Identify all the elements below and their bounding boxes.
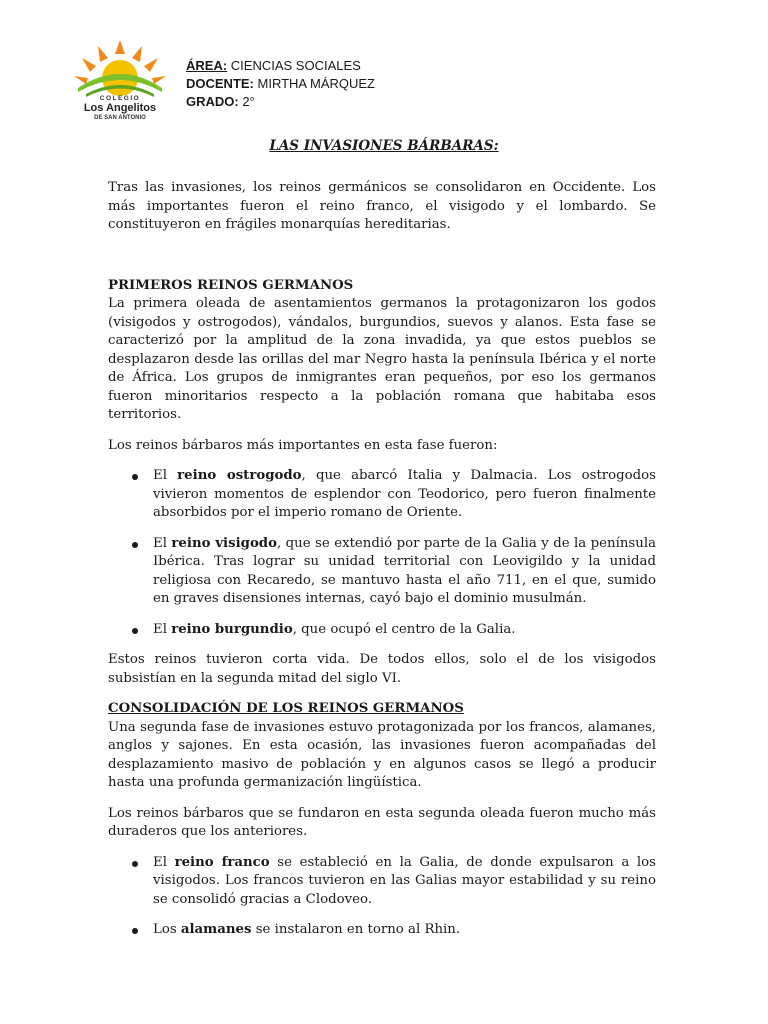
list-item: El reino burgundio, que ocupó el centro de la Galia. [108, 621, 656, 640]
section2-paragraph-1: Una segunda fase de invasiones estuvo protagonizada por los francos, alamanes, anglos y sajones. En esta ocasión, las invasiones fueron acompañadas del desplazamiento masivo de población y en algunos casos se llegó a producir hasta una profunda germanización lingüística. [108, 719, 656, 790]
logo-line3: DE SAN ANTONIO [94, 115, 146, 121]
school-logo [68, 38, 172, 122]
bullet-icon [132, 628, 138, 634]
list-item: El reino visigodo, que se extendió por parte de la Galia y de la península Ibérica. Tras lograr su unidad territorial con Leovigildo y la unidad religiosa con Recaredo, se mantuvo hasta el año 711, en el que, sumido en graves disensiones internas, cayó bajo el dominio musulmán. [108, 535, 656, 609]
logo-line2: Los Angelitos [83, 102, 157, 114]
area-row [186, 57, 375, 75]
area-label: ÁREA: [186, 58, 228, 73]
bullet-icon [132, 542, 138, 548]
docente-row [186, 75, 375, 93]
grado-label: GRADO: [186, 94, 239, 109]
logo-line1: COLEGIO [99, 95, 141, 102]
section2-list [108, 854, 656, 940]
area-value: CIENCIAS SOCIALES [227, 58, 361, 73]
list-item: El reino ostrogodo, que abarcó Italia y Dalmacia. Los ostrogodos vivieron momentos de esplendor con Teodorico, pero fueron finalmente absorbidos por el imperio romano de Oriente. [108, 467, 656, 523]
section1-paragraph-2: Los reinos bárbaros más importantes en esta fase fueron: [108, 437, 498, 453]
bullet-icon [132, 474, 138, 480]
header-info [186, 57, 375, 111]
docente-value: MIRTHA MÁRQUEZ [253, 76, 375, 91]
section2-heading: CONSOLIDACIÓN DE LOS REINOS GERMANOS [108, 701, 464, 716]
document-body [108, 179, 656, 952]
document-title: LAS INVASIONES BÁRBARAS: [269, 138, 499, 154]
list-item: El reino franco se estableció en la Galia, de donde expulsaron a los visigodos. Los francos tuvieron en las Galias mayor estabilidad y su reino se consolidó gracias a Clodoveo. [108, 854, 656, 910]
docente-label: DOCENTE: [186, 76, 254, 91]
bullet-icon [132, 928, 138, 934]
grado-value: 2° [238, 94, 255, 109]
section2-paragraph-2: Los reinos bárbaros que se fundaron en esta segunda oleada fueron mucho más duraderos que los anteriores. [108, 805, 656, 839]
section1-paragraph-3: Estos reinos tuvieron corta vida. De todos ellos, solo el de los visigodos subsistían en la segunda mitad del siglo VI. [108, 652, 656, 686]
section1-list [108, 467, 656, 639]
intro-paragraph: Tras las invasiones, los reinos germánicos se consolidaron en Occidente. Los más importantes fueron el reino franco, el visigodo y el lombardo. Se constituyeron en frágiles monarquías hereditarias. [108, 180, 656, 232]
grado-row [186, 93, 375, 111]
section1-heading: PRIMEROS REINOS GERMANOS [108, 277, 354, 293]
list-item: Los alamanes se instalaron en torno al Rhin. [108, 921, 656, 940]
section1-paragraph-1: La primera oleada de asentamientos germanos la protagonizaron los godos (visigodos y ostrogodos), vándalos, burgundios, suevos y alanos. Esta fase se caracterizó por la amplitud de la zona invadida, ya que estos pueblos se desplazaron desde las orillas del mar Negro hasta la península Ibérica y el norte de África. Los grupos de inmigrantes eran pequeños, por eso los germanos fueron minoritarios respecto a la población romana que habitaba esos territorios. [108, 296, 656, 422]
sun-logo-icon [68, 38, 172, 122]
bullet-icon [132, 861, 138, 867]
